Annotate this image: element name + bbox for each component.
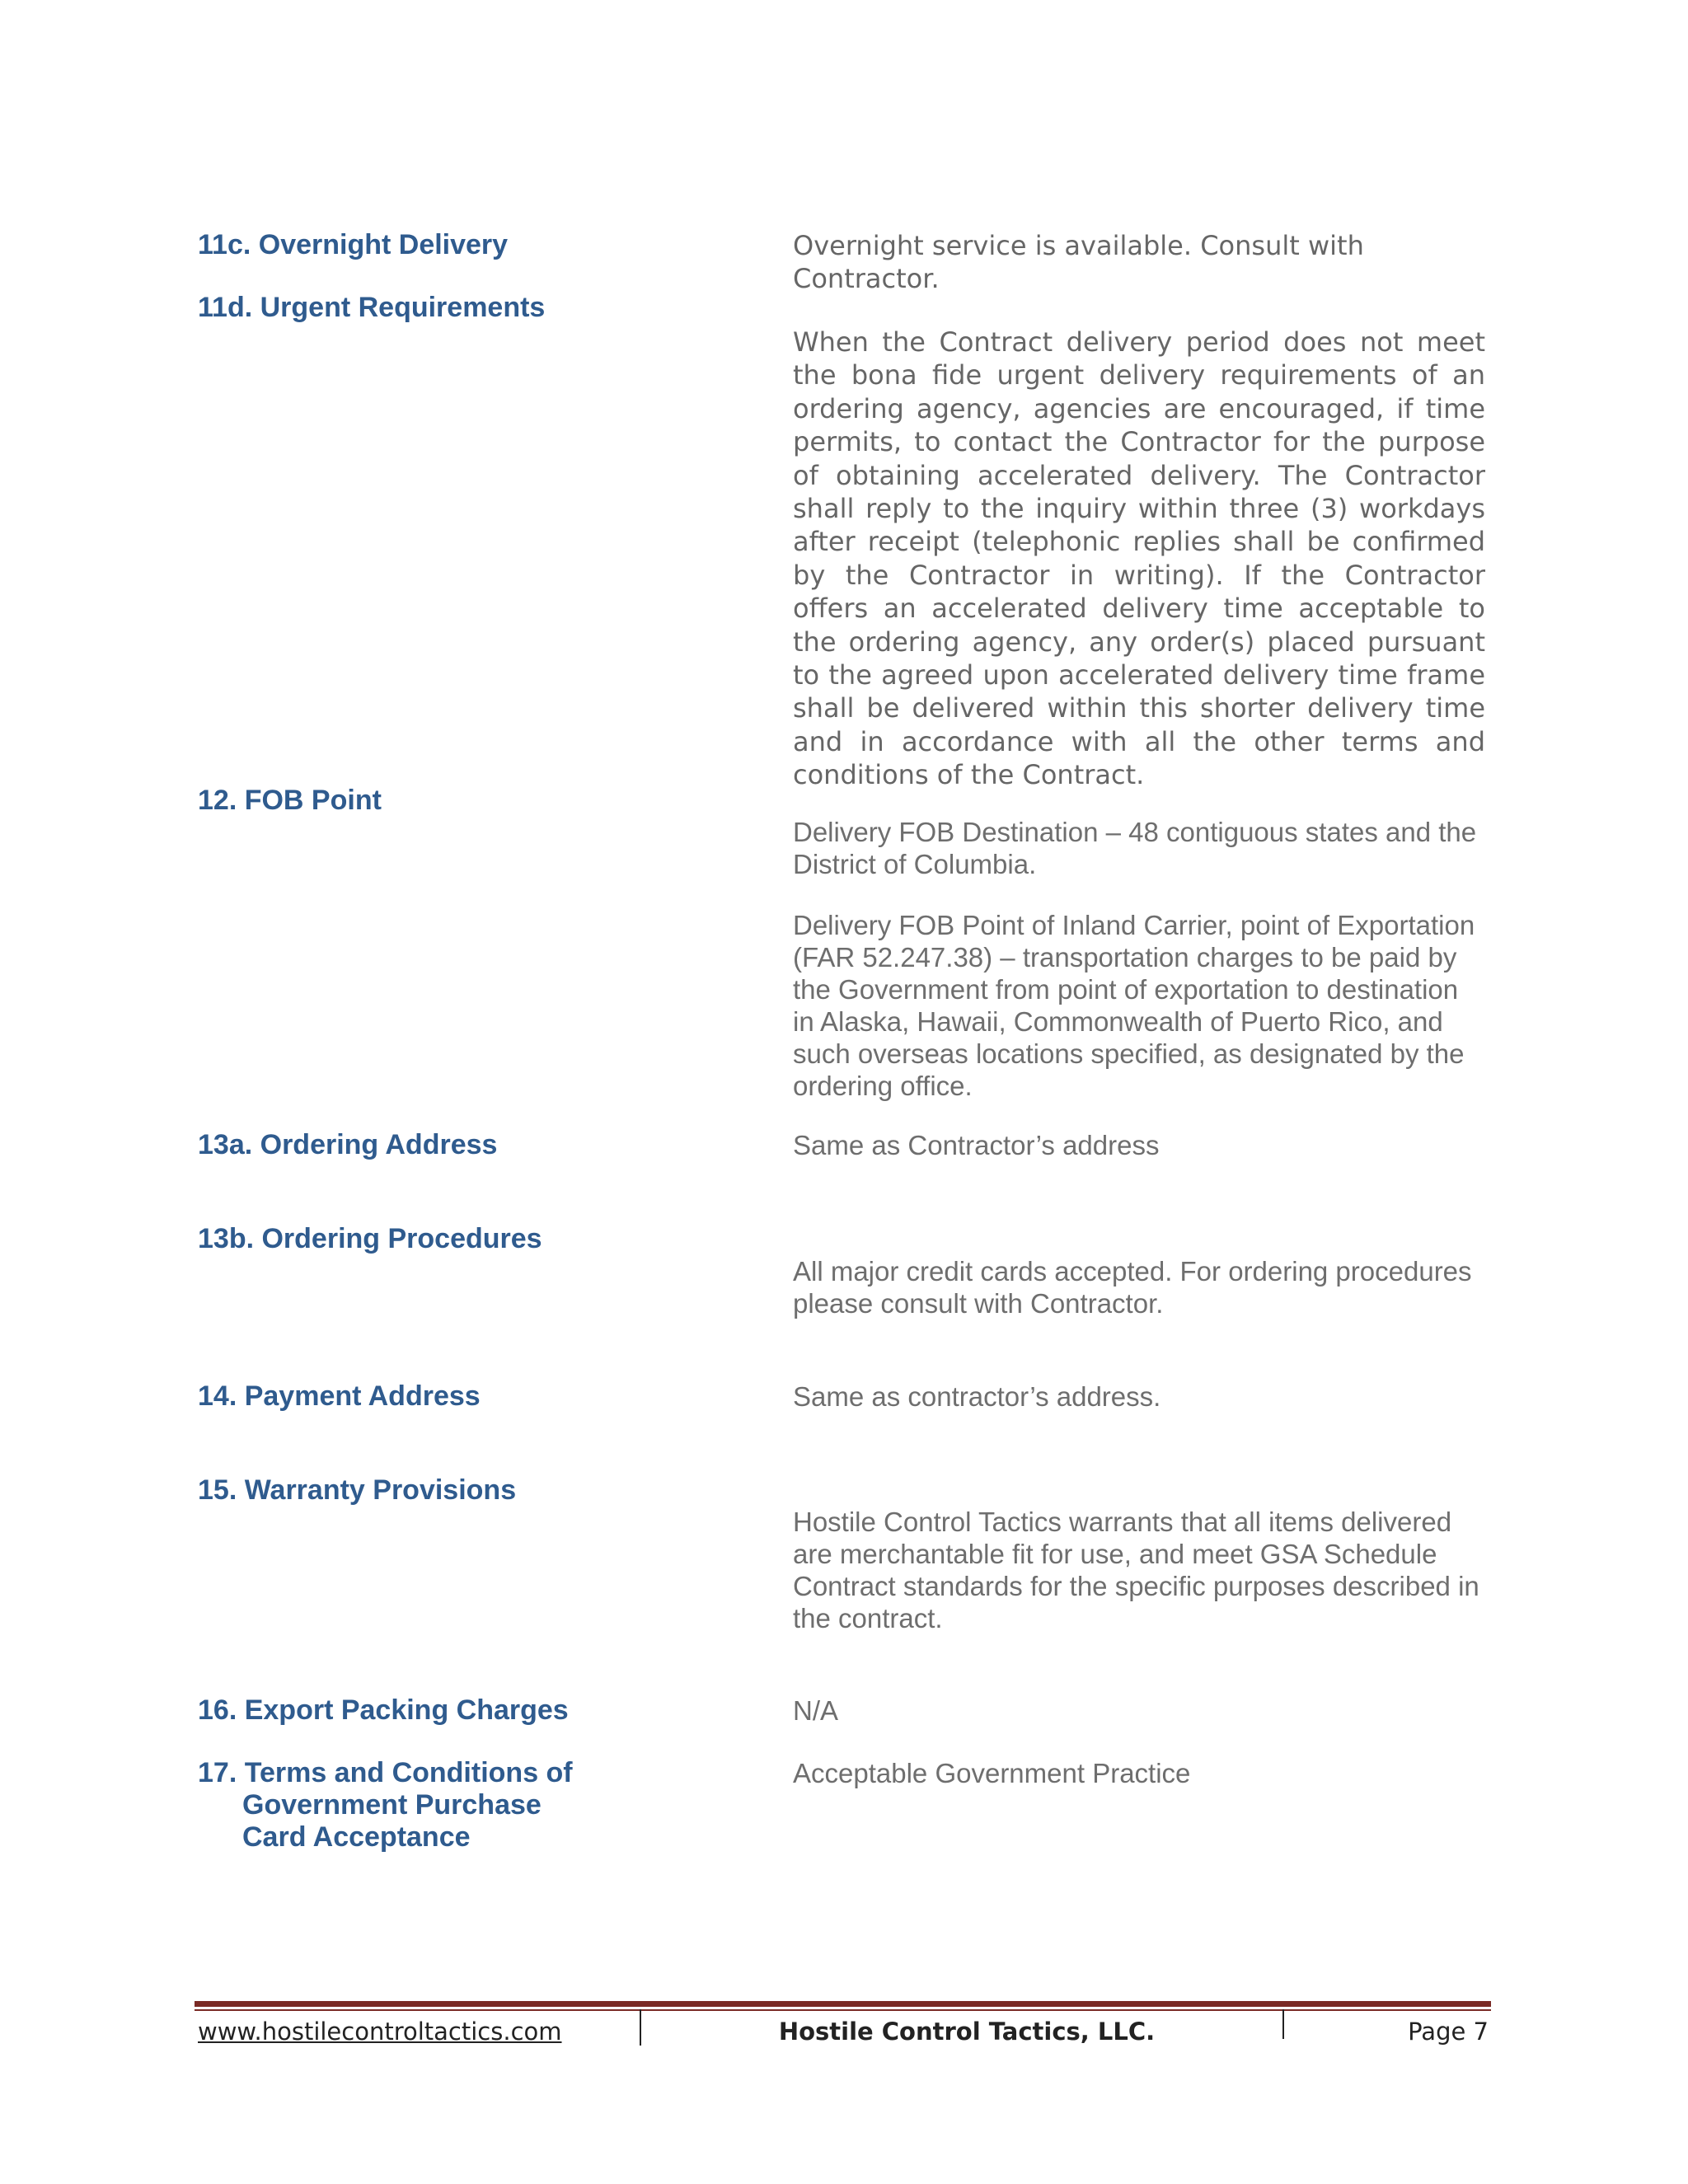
- section-15-text: Hostile Control Tactics warrants that all items delivered are merchantable fit for use, and meet GSA Schedule Contract standards for the specific purposes described in the contract.: [793, 1507, 1479, 1633]
- footer-page-number: Page 7: [1408, 2018, 1489, 2046]
- section-17-label-line3: Card Acceptance: [242, 1821, 471, 1853]
- section-13a-label: 13a. Ordering Address: [198, 1129, 498, 1160]
- section-17-text: Acceptable Government Practice: [793, 1758, 1191, 1788]
- section-12-label: 12. FOB Point: [198, 785, 382, 816]
- footer-rule-thick: [195, 2001, 1491, 2007]
- section-14-label: 14. Payment Address: [198, 1380, 481, 1412]
- section-12-text-1: Delivery FOB Destination – 48 contiguous states and the District of Columbia.: [793, 817, 1477, 879]
- section-14-text: Same as contractor’s address.: [793, 1381, 1161, 1412]
- footer-divider-left: [640, 2009, 641, 2046]
- section-13b-text: All major credit cards accepted. For ordering procedures please consult with Contractor.: [793, 1256, 1472, 1319]
- section-17-label-line2: Government Purchase: [242, 1789, 542, 1821]
- section-13b-label: 13b. Ordering Procedures: [198, 1223, 542, 1254]
- section-17-label: [198, 1757, 626, 1854]
- footer-website-link[interactable]: www.hostilecontroltactics.com: [198, 2018, 562, 2046]
- section-12-text-2: Delivery FOB Point of Inland Carrier, point of Exportation (FAR 52.247.38) – transportation charges to be paid by the Government from point of exportation to destination in Alaska, Hawaii, Commonwealth of Puerto Rico, and such overseas locations specified, as designated by the ordering office.: [793, 910, 1475, 1101]
- section-13a-text: Same as Contractor’s address: [793, 1130, 1160, 1160]
- footer-company-name: Hostile Control Tactics, LLC.: [778, 2018, 1156, 2046]
- footer-rule-thin: [195, 2009, 1491, 2011]
- section-11c-text: Overnight service is available. Consult with Contractor.: [793, 230, 1364, 295]
- section-16-text: N/A: [793, 1695, 839, 1726]
- section-11d-text: When the Contract delivery period does not meet the bona fide urgent delivery requirements of an ordering agency, agencies are encouraged, if time permits, to contact the Contractor for the purpose of obtaining accelerated delivery. The Contractor shall reply to the inquiry within three (3) workdays after receipt (telephonic replies shall be confirmed by the Contractor in writing). If the Contractor offers an accelerated delivery time acceptable to the ordering agency, any order(s) placed pursuant to the agreed upon accelerated delivery time frame shall be delivered within this shorter delivery time and in accordance with all the other terms and conditions of the Contract.: [793, 326, 1485, 791]
- section-15-label: 15. Warranty Provisions: [198, 1474, 517, 1506]
- section-11d-label: 11d. Urgent Requirements: [198, 292, 546, 323]
- section-16-label: 16. Export Packing Charges: [198, 1694, 569, 1726]
- section-17-label-line1: 17. Terms and Conditions of: [198, 1757, 573, 1788]
- section-11c-label: 11c. Overnight Delivery: [198, 229, 509, 260]
